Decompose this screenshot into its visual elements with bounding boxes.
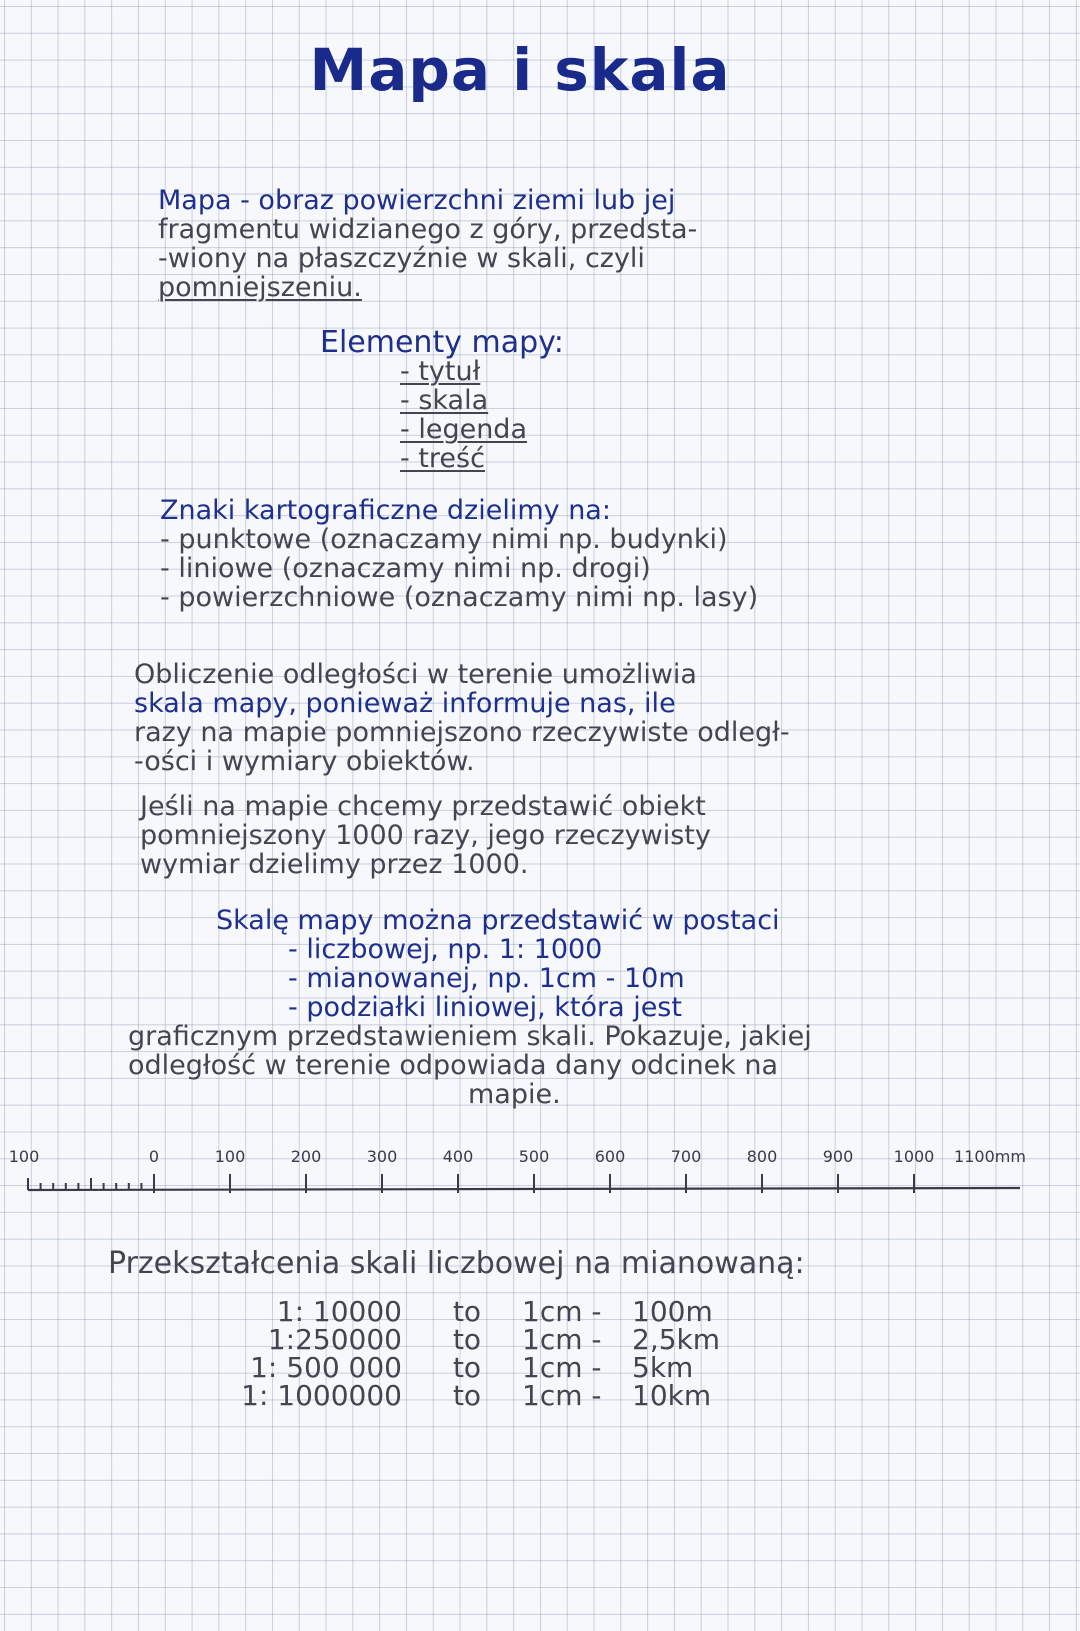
definition-line-3: -wiony na płaszczyźnie w skali, czyli — [158, 243, 645, 274]
scale-tick-label: 900 — [822, 1150, 854, 1166]
scale-types-heading: Skalę mapy można przedstawić w postaci — [216, 905, 780, 936]
paragraph-line: Jeśli na mapie chcemy przedstawić obiekt — [140, 791, 706, 822]
table-cell-value: 2,5km — [632, 1323, 721, 1356]
page-title: Mapa i skala — [309, 36, 731, 104]
paragraph-line: razy na mapie pomniejszono rzeczywiste odległ- — [134, 717, 790, 748]
paragraph-line: odległość w terenie odpowiada dany odcinek na — [128, 1050, 779, 1081]
table-cell-cm: 1cm - — [522, 1379, 602, 1412]
elements-heading: Elementy mapy: — [320, 325, 564, 360]
list-item: - punktowe (oznaczamy nimi np. budynki) — [160, 524, 728, 555]
paragraph-line: mapie. — [468, 1079, 561, 1110]
table-cell-to: to — [452, 1323, 482, 1356]
scale-tick-label: 300 — [366, 1150, 398, 1166]
table-cell-to: to — [452, 1295, 482, 1328]
paragraph-line: graficznym przedstawieniem skali. Pokazuje, jakiej — [128, 1021, 812, 1052]
list-item: - tytuł — [400, 356, 481, 387]
table-cell-value: 10km — [632, 1379, 712, 1412]
list-item: - podziałki liniowej, która jest — [288, 992, 682, 1023]
scale-tick-label: 200 — [290, 1150, 322, 1166]
scale-end-label: 1100mm — [954, 1150, 1026, 1166]
conversion-table — [170, 1295, 721, 1412]
table-cell-ratio: 1: 10000 — [276, 1295, 402, 1328]
list-item: - powierzchniowe (oznaczamy nimi np. lasy) — [160, 582, 759, 613]
conversion-heading — [108, 1246, 805, 1281]
definition-line-2: fragmentu widzianego z góry, przedsta- — [158, 214, 698, 245]
table-cell-cm: 1cm - — [522, 1323, 602, 1356]
table-cell-to: to — [452, 1351, 482, 1384]
list-item: - mianowanej, np. 1cm - 10m — [288, 963, 685, 994]
table-cell-value: 5km — [632, 1351, 694, 1384]
table-cell-ratio: 1: 1000000 — [241, 1379, 402, 1412]
list-item: - treść — [400, 443, 485, 474]
distance-paragraph — [134, 660, 790, 776]
table-row — [170, 1298, 720, 1326]
list-item: - skala — [400, 385, 489, 416]
signs-heading: Znaki kartograficzne dzielimy na: — [160, 495, 611, 526]
scale-zero-label: 0 — [148, 1150, 160, 1166]
scale-tick-label: 600 — [594, 1150, 626, 1166]
scale-types — [128, 906, 812, 1109]
table-cell-cm: 1cm - — [522, 1295, 602, 1328]
list-item: - liniowe (oznaczamy nimi np. drogi) — [160, 553, 651, 584]
table-row — [170, 1326, 720, 1354]
table-cell-ratio: 1:250000 — [267, 1323, 402, 1356]
table-row — [170, 1382, 720, 1410]
table-cell-cm: 1cm - — [522, 1351, 602, 1384]
paragraph-line: pomniejszony 1000 razy, jego rzeczywisty — [140, 820, 711, 851]
scale-tick-label: 1000 — [893, 1150, 935, 1166]
table-cell-to: to — [452, 1379, 482, 1412]
conversion-heading-text: Przekształcenia skali liczbowej na mianowaną: — [108, 1246, 805, 1281]
table-cell-ratio: 1: 500 000 — [250, 1351, 402, 1384]
paragraph-line: -ości i wymiary obiektów. — [134, 746, 475, 777]
scale-baseline — [28, 1188, 1020, 1190]
scale-tick-label: 700 — [670, 1150, 702, 1166]
table-row — [170, 1354, 720, 1382]
scale-tick-label: 100 — [214, 1150, 246, 1166]
scale-tick-label: 400 — [442, 1150, 474, 1166]
scale-tick-label: 500 — [518, 1150, 550, 1166]
list-item: - legenda — [400, 414, 527, 445]
table-cell-value: 100m — [632, 1295, 713, 1328]
definition-line-4: pomniejszeniu. — [158, 272, 362, 303]
list-item: - liczbowej, np. 1: 1000 — [288, 934, 603, 965]
scale-left-label: 100 — [8, 1150, 40, 1166]
definition-line-1: Mapa - obraz powierzchni ziemi lub jej — [158, 185, 676, 216]
linear-scale-bar — [0, 1150, 1080, 1210]
scale-tick-label: 800 — [746, 1150, 778, 1166]
paragraph-line: wymiar dzielimy przez 1000. — [140, 849, 529, 880]
cartographic-signs — [160, 496, 758, 612]
elements-list — [400, 357, 527, 473]
map-definition — [158, 186, 697, 302]
paragraph-line: Obliczenie odległości w terenie umożliwia — [134, 659, 697, 690]
example-paragraph — [140, 792, 711, 879]
paragraph-line: skala mapy, ponieważ informuje nas, ile — [134, 688, 676, 719]
